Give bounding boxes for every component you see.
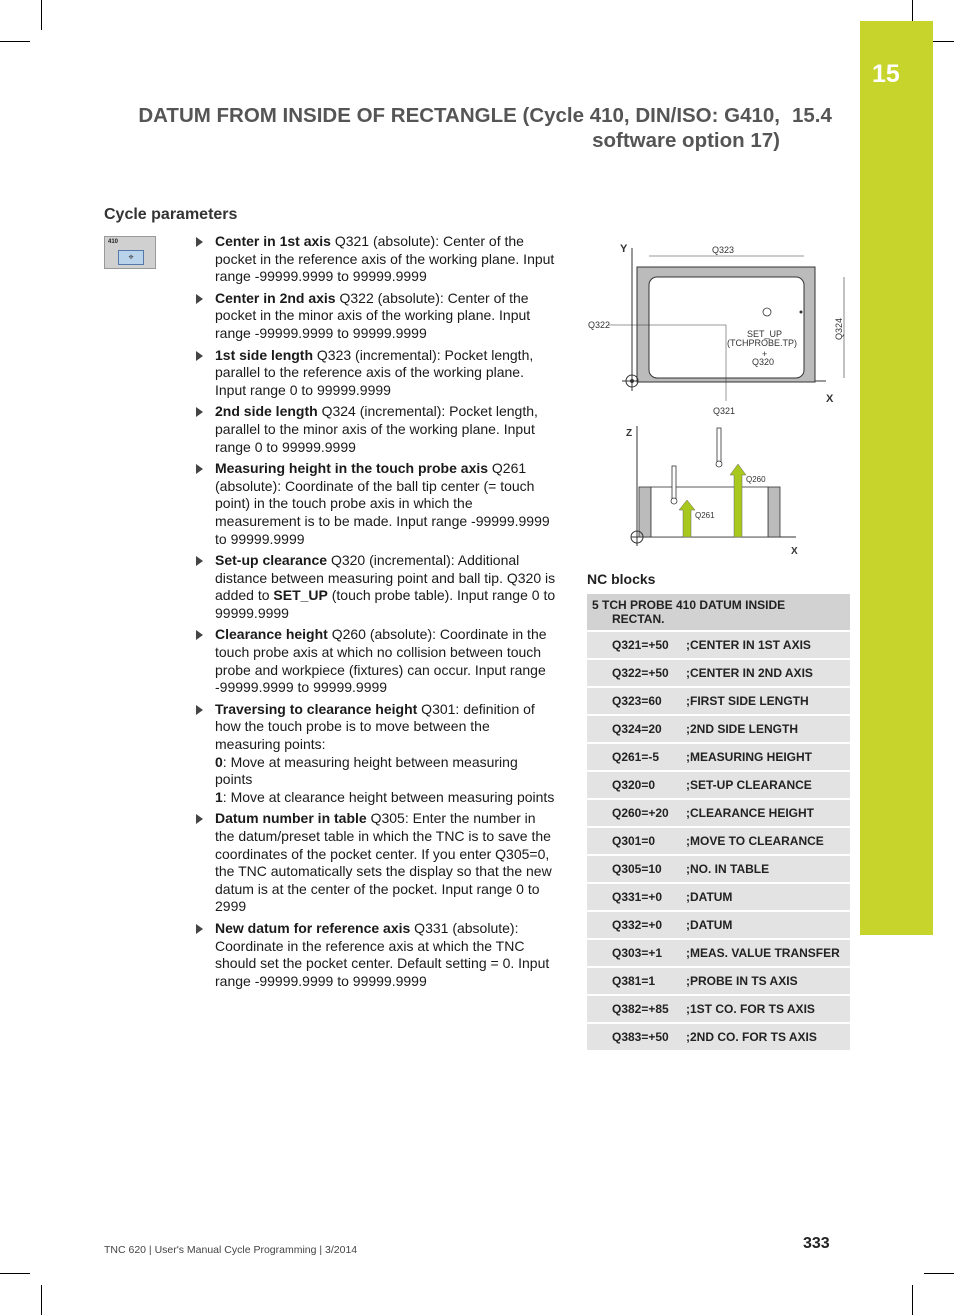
- param-name: Datum number in table: [215, 810, 367, 827]
- q323-label: Q323: [712, 245, 735, 255]
- param-desc: Q320 (incremental): Additional distance between measuring point and ball tip. Q320 is added to: [215, 552, 556, 604]
- nc-row: [587, 799, 850, 827]
- crop-mark: [912, 1285, 913, 1315]
- y-axis-label: Y: [620, 243, 628, 255]
- nc-code: Q303=+1: [587, 939, 686, 967]
- q322-label: Q322: [588, 320, 611, 330]
- cycle-softkey: [104, 236, 156, 269]
- tchprobe-label: (TCHPROBE.TP): [727, 338, 798, 348]
- nc-header-line1: 5 TCH PROBE 410 DATUM INSIDE: [592, 598, 786, 612]
- param-desc: Q331 (absolute): Coordinate in the reference axis at which the TNC should set the pocket center. Default setting = 0. Input range -99999.9999 to 99999.9999: [215, 919, 550, 989]
- option-text: : Move at clearance height between measuring points: [222, 788, 555, 805]
- param-item: [196, 626, 556, 696]
- nc-comment: ;SET-UP CLEARANCE: [686, 771, 850, 799]
- nc-header-cell: [587, 594, 850, 631]
- page-title: [80, 103, 780, 153]
- arrow-icon: [196, 407, 203, 417]
- param-inline-bold: SET_UP: [273, 587, 328, 604]
- chapter-number: 15: [872, 60, 900, 88]
- arrow-icon: [196, 924, 203, 934]
- nc-header-row: [587, 594, 850, 631]
- nc-comment: ;2ND CO. FOR TS AXIS: [686, 1023, 850, 1051]
- nc-row: [587, 715, 850, 743]
- param-item: [196, 810, 556, 916]
- nc-comment: ;2ND SIDE LENGTH: [686, 715, 850, 743]
- x-axis-label-side: X: [791, 546, 798, 557]
- chapter-tab: [860, 21, 933, 935]
- footer-text: TNC 620 | User's Manual Cycle Programming | 3/2014: [104, 1244, 358, 1256]
- nc-row: [587, 883, 850, 911]
- nc-comment: ;CLEARANCE HEIGHT: [686, 799, 850, 827]
- option-text: : Move at measuring height between measuring points: [215, 753, 518, 788]
- nc-comment: ;MEASURING HEIGHT: [686, 743, 850, 771]
- arrow-icon: [196, 705, 203, 715]
- param-item: [196, 920, 556, 990]
- param-name: Center in 1st axis: [215, 233, 331, 249]
- q324-label: Q324: [834, 317, 844, 340]
- side-view: [626, 426, 798, 557]
- param-item: [196, 290, 556, 343]
- nc-blocks-table: [587, 594, 850, 1052]
- param-desc-end: (touch probe table). Input range 0 to 99999.9999: [215, 587, 556, 621]
- workpiece-right-wall: [768, 487, 780, 537]
- section-heading: Cycle parameters: [104, 206, 238, 223]
- nc-comment: ;DATUM: [686, 883, 850, 911]
- nc-code: Q381=1: [587, 967, 686, 995]
- param-name: Clearance height: [215, 626, 328, 643]
- param-item: [196, 233, 556, 286]
- nc-comment: ;MEAS. VALUE TRANSFER: [686, 939, 850, 967]
- nc-row: [587, 631, 850, 659]
- param-desc: Q260 (absolute): Coordinate in the touch probe axis at which no collision between touch probe and workpiece (fixtures) can occur. Input range -99999.9999 to 99999.9999: [215, 626, 547, 696]
- nc-row: [587, 659, 850, 687]
- nc-code: Q260=+20: [587, 799, 686, 827]
- param-name: Center in 2nd axis: [215, 289, 336, 306]
- param-name: 2nd side length: [215, 403, 318, 420]
- arrow-icon: [196, 464, 203, 474]
- nc-code: Q332=+0: [587, 911, 686, 939]
- crop-mark: [924, 1273, 954, 1274]
- option-key: 1: [215, 788, 223, 805]
- nc-row: [587, 687, 850, 715]
- nc-code: Q382=+85: [587, 995, 686, 1023]
- page-title-line1: DATUM FROM INSIDE OF RECTANGLE (Cycle 410, DIN/ISO: G410,: [138, 104, 780, 127]
- param-desc: Q261 (absolute): Coordinate of the ball tip center (= touch point) in the touch probe axis in which the measurement is to be made. Input range -99999.9999 to 99999.9999: [215, 460, 550, 547]
- datum-dot-icon: [630, 379, 634, 383]
- param-item: [196, 403, 556, 456]
- param-desc: Q324 (incremental): Pocket length, parallel to the minor axis of the working plane. Input range 0 to 99999.9999: [215, 403, 538, 455]
- arrow-icon: [196, 556, 203, 566]
- param-item: [196, 701, 556, 807]
- nc-row: [587, 743, 850, 771]
- arrow-icon: [196, 237, 203, 247]
- param-desc: Q323 (incremental): Pocket length, parallel to the reference axis of the working plane. Input range 0 to 99999.9999: [215, 346, 534, 398]
- q261-label: Q261: [695, 511, 715, 520]
- nc-code: Q320=0: [587, 771, 686, 799]
- crop-mark: [0, 41, 30, 42]
- param-name: New datum for reference axis: [215, 919, 411, 936]
- param-item: [196, 460, 556, 548]
- arrow-icon: [196, 351, 203, 361]
- param-desc: Q305: Enter the number in the datum/preset table in which the TNC is to save the coordinates of the pocket center. If you enter Q305=0, the TNC automatically sets the display so that the new datum is at the center of the pocket. Input range 0 to 2999: [215, 810, 552, 915]
- q320-label: Q320: [752, 357, 775, 367]
- q260-label: Q260: [746, 475, 766, 484]
- setup-label: SET_UP: [747, 329, 783, 339]
- nc-comment: ;DATUM: [686, 911, 850, 939]
- param-name: 1st side length: [215, 346, 314, 363]
- param-item: [196, 347, 556, 400]
- param-desc: Q301: definition of how the touch probe is to move between the measuring points:: [215, 700, 535, 753]
- nc-code: Q321=+50: [587, 631, 686, 659]
- nc-header-line2: RECTAN.: [612, 612, 665, 626]
- q321-label: Q321: [713, 406, 736, 416]
- nc-comment: ;1ST CO. FOR TS AXIS: [686, 995, 850, 1023]
- touch-point-icon: [800, 311, 803, 314]
- crop-mark: [0, 1273, 30, 1274]
- param-desc: Q321 (absolute): Center of the pocket in the reference axis of the working plane. Input range -99999.9999 to 99999.9999: [215, 233, 555, 285]
- crop-mark: [41, 0, 42, 30]
- top-view: [588, 243, 844, 416]
- arrow-icon: [196, 294, 203, 304]
- param-name: Measuring height in the touch probe axis: [215, 460, 489, 477]
- param-name: Traversing to clearance height: [215, 700, 418, 717]
- nc-code: Q305=10: [587, 855, 686, 883]
- section-number: 15.4: [792, 104, 832, 127]
- nc-code: Q322=+50: [587, 659, 686, 687]
- pocket: [649, 277, 804, 378]
- nc-comment: ;CENTER IN 1ST AXIS: [686, 631, 850, 659]
- nc-row: [587, 911, 850, 939]
- probe-ball-left-icon: [671, 498, 677, 504]
- z-axis-label: Z: [626, 428, 633, 439]
- nc-code: Q383=+50: [587, 1023, 686, 1051]
- nc-comment: ;NO. IN TABLE: [686, 855, 850, 883]
- probe-stylus-right: [717, 428, 721, 463]
- probe-ball-right-icon: [716, 461, 722, 467]
- nc-row: [587, 771, 850, 799]
- plus-icon: +: [762, 349, 768, 359]
- arrow-icon: [196, 630, 203, 640]
- page-number: 333: [803, 1235, 830, 1252]
- nc-code: Q331=+0: [587, 883, 686, 911]
- parameter-list: [196, 233, 556, 994]
- nc-row: [587, 855, 850, 883]
- x-axis-label: X: [826, 393, 834, 405]
- nc-comment: ;CENTER IN 2ND AXIS: [686, 659, 850, 687]
- workpiece-left-wall: [639, 487, 651, 537]
- nc-row: [587, 1023, 850, 1051]
- nc-row: [587, 939, 850, 967]
- arrow-icon: [196, 814, 203, 824]
- crosshair-icon: ⌖: [118, 250, 144, 265]
- softkey-label: 410: [108, 239, 119, 245]
- nc-code: Q323=60: [587, 687, 686, 715]
- param-name: Set-up clearance: [215, 552, 328, 569]
- nc-row: [587, 967, 850, 995]
- nc-code: Q261=-5: [587, 743, 686, 771]
- param-desc: Q322 (absolute): Center of the pocket in the minor axis of the working plane. Input range -99999.9999 to 99999.9999: [215, 289, 531, 341]
- cycle-diagram: [586, 236, 846, 561]
- nc-comment: ;PROBE IN TS AXIS: [686, 967, 850, 995]
- nc-comment: ;MOVE TO CLEARANCE: [686, 827, 850, 855]
- option-key: 0: [215, 753, 223, 770]
- crop-mark: [41, 1285, 42, 1315]
- probe-stylus-left: [672, 466, 676, 500]
- nc-code: Q324=20: [587, 715, 686, 743]
- page-title-line2: software option 17): [592, 129, 780, 152]
- nc-blocks-title: NC blocks: [587, 571, 656, 587]
- nc-comment: ;FIRST SIDE LENGTH: [686, 687, 850, 715]
- param-item: [196, 552, 556, 622]
- nc-row: [587, 827, 850, 855]
- nc-code: Q301=0: [587, 827, 686, 855]
- nc-row: [587, 995, 850, 1023]
